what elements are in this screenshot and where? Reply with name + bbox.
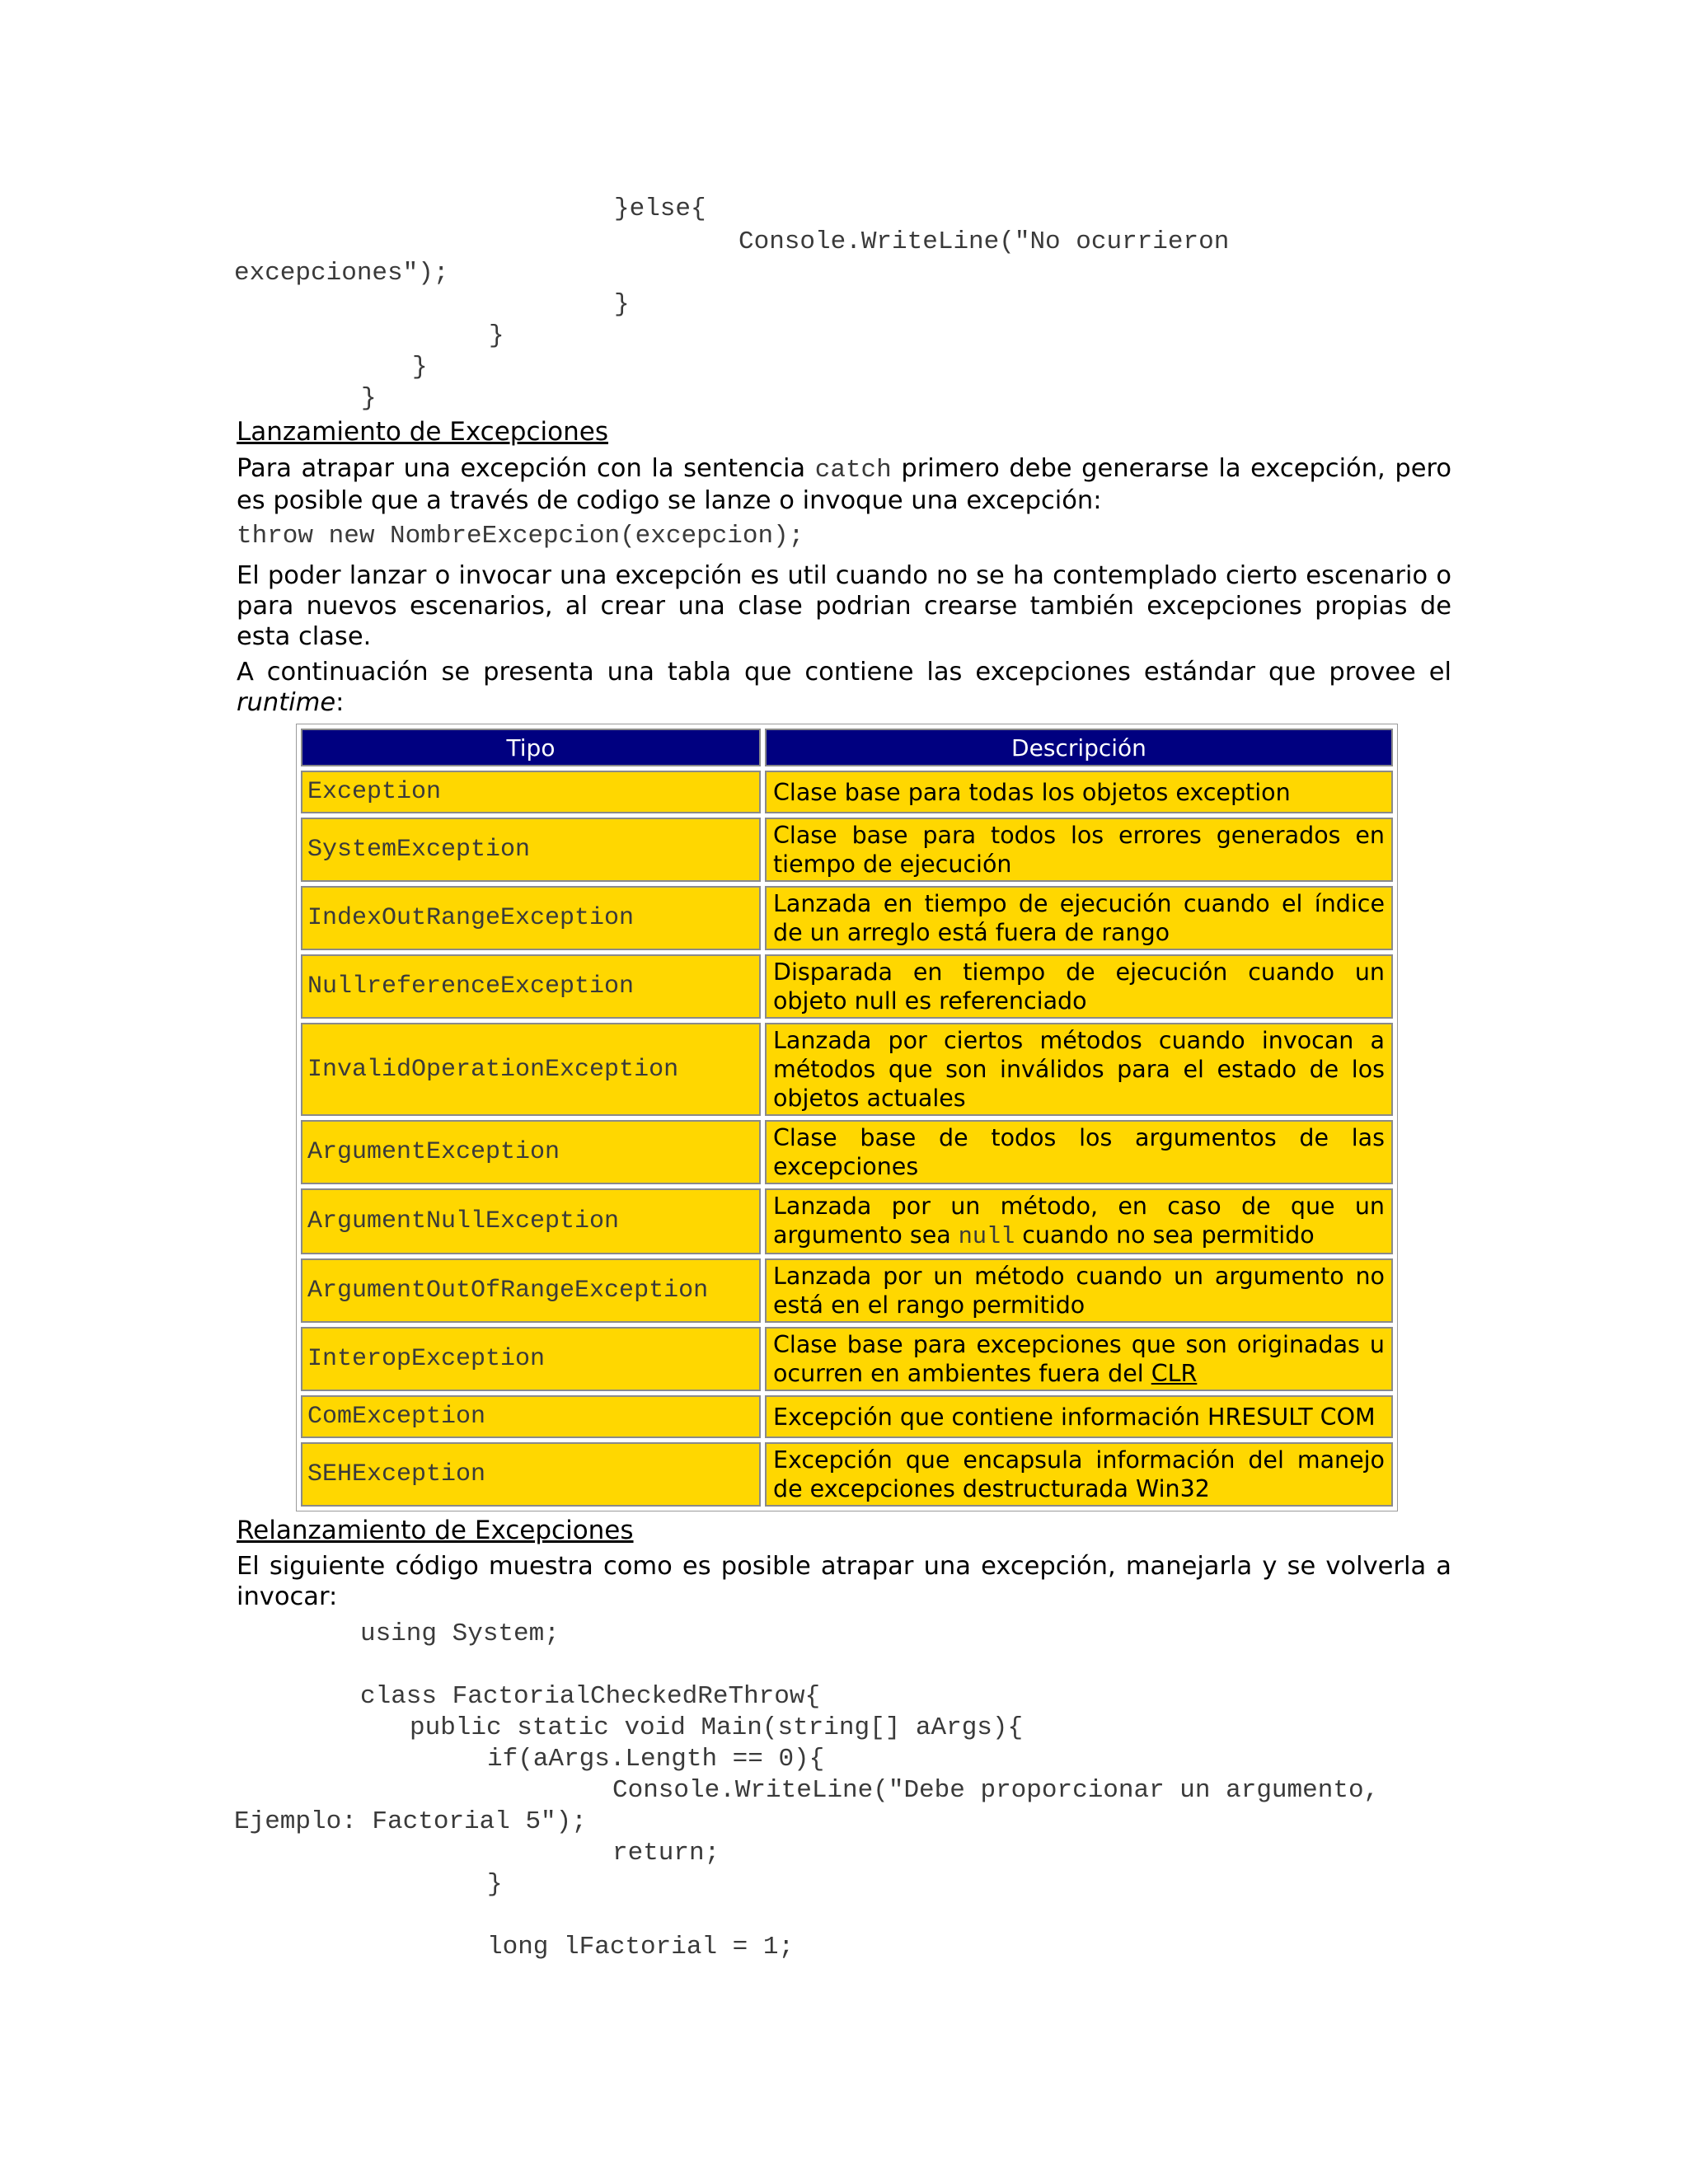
code-line: } [614,290,630,319]
table-header-row [301,729,1393,766]
exception-type-cell: Exception [301,771,761,813]
exception-description-cell: Disparada en tiempo de ejecución cuando un objeto null es referenciado [765,954,1393,1019]
exception-description-cell [765,1327,1393,1391]
exception-type-cell: ArgumentException [301,1120,761,1184]
table-row [301,1442,1393,1507]
throw-code-line: throw new NombreExcepcion(excepcion); [237,522,804,551]
code-line: if(aArgs.Length == 0){ [487,1745,825,1774]
paragraph-text: primero debe generarse la excepción, pero es posible que a través de codigo se lanze o invoque una excepción: [237,454,1452,515]
clr-link[interactable]: CLR [1151,1360,1198,1387]
exception-type-cell: ArgumentOutOfRangeException [301,1258,761,1323]
code-line: long lFactorial = 1; [487,1933,795,1961]
paragraph-text: A continuación se presenta una tabla que contiene las excepciones estándar que provee el [237,658,1451,687]
table-row [301,1258,1393,1323]
exception-type-cell: SEHException [301,1442,761,1507]
code-line: public static void Main(string[] aArgs){ [410,1713,1024,1742]
table-row [301,886,1393,950]
code-line: Console.WriteLine("Debe proporcionar un argumento, [612,1776,1380,1805]
code-line: } [361,384,377,413]
exception-description-cell [765,1188,1393,1254]
description-text: Lanzada por un método, en caso de que un argumento sea [773,1193,1385,1249]
paragraph-text: : [335,688,345,717]
exception-description-cell: Lanzada por ciertos métodos cuando invocan a métodos que son inválidos para el estado de los objetos actuales [765,1023,1393,1116]
description-text: cuando no sea permitido [1015,1221,1315,1249]
exception-type-cell: ArgumentNullException [301,1188,761,1254]
code-line: Ejemplo: Factorial 5"); [234,1807,587,1836]
exception-description-cell: Excepción que encapsula información del manejo de excepciones destructurada Win32 [765,1442,1393,1507]
code-line: using System; [360,1619,560,1648]
table-row [301,1188,1393,1254]
inline-code-catch: catch [814,456,892,485]
paragraph-throw-usage: El poder lanzar o invocar una excepción es util cuando no se ha contemplado cierto escenario o para nuevos escenarios, al crear una clase podrian crearse también excepciones propias de esta clase. [237,561,1451,651]
table-row [301,771,1393,813]
code-line: Console.WriteLine("No ocurrieron [738,227,1230,256]
column-header-tipo: Tipo [301,729,761,766]
code-line: class FactorialCheckedReThrow{ [360,1682,821,1711]
table-row [301,1327,1393,1391]
exception-description-cell: Lanzada por un método cuando un argumento no está en el rango permitido [765,1258,1393,1323]
exception-type-cell: NullreferenceException [301,954,761,1019]
exception-type-cell: ComException [301,1395,761,1438]
runtime-emphasis: runtime [237,688,336,717]
code-line: } [412,353,428,382]
paragraph-text: Para atrapar una excepción con la sentencia [237,454,815,483]
code-line: } [489,321,504,350]
paragraph-rethrow-intro: El siguiente código muestra como es posible atrapar una excepción, manejarla y se volverla a invocar: [237,1552,1451,1611]
inline-code-null: null [958,1223,1015,1250]
exception-description-cell: Clase base de todos los argumentos de las excepciones [765,1120,1393,1184]
section-heading-relanzamiento: Relanzamiento de Excepciones [237,1516,634,1545]
exception-description-cell: Lanzada en tiempo de ejecución cuando el índice de un arreglo está fuera de rango [765,886,1393,950]
exception-description-cell: Clase base para todos los errores generados en tiempo de ejecución [765,818,1393,882]
exception-type-cell: InvalidOperationException [301,1023,761,1116]
paragraph-table-intro [237,657,1451,718]
code-line: }else{ [614,194,706,223]
code-line: return; [612,1839,720,1868]
table-row [301,1395,1393,1438]
table-row [301,954,1393,1019]
table-row [301,1120,1393,1184]
table-row [301,1023,1393,1116]
description-text: Clase base para excepciones que son originadas u ocurren en ambientes fuera del [773,1331,1385,1387]
column-header-descripcion: Descripción [765,729,1393,766]
exception-description-cell: Excepción que contiene información HRESULT COM [765,1395,1393,1438]
exception-type-cell: SystemException [301,818,761,882]
exception-type-cell: IndexOutRangeException [301,886,761,950]
exception-type-cell: InteropException [301,1327,761,1391]
exception-description-cell: Clase base para todas los objetos exception [765,771,1393,813]
paragraph-catch-intro [237,453,1451,516]
table-row [301,818,1393,882]
exceptions-table [296,724,1398,1511]
section-heading-lanzamiento: Lanzamiento de Excepciones [237,417,608,447]
code-line: } [487,1870,503,1899]
code-line: excepciones"); [234,259,449,288]
